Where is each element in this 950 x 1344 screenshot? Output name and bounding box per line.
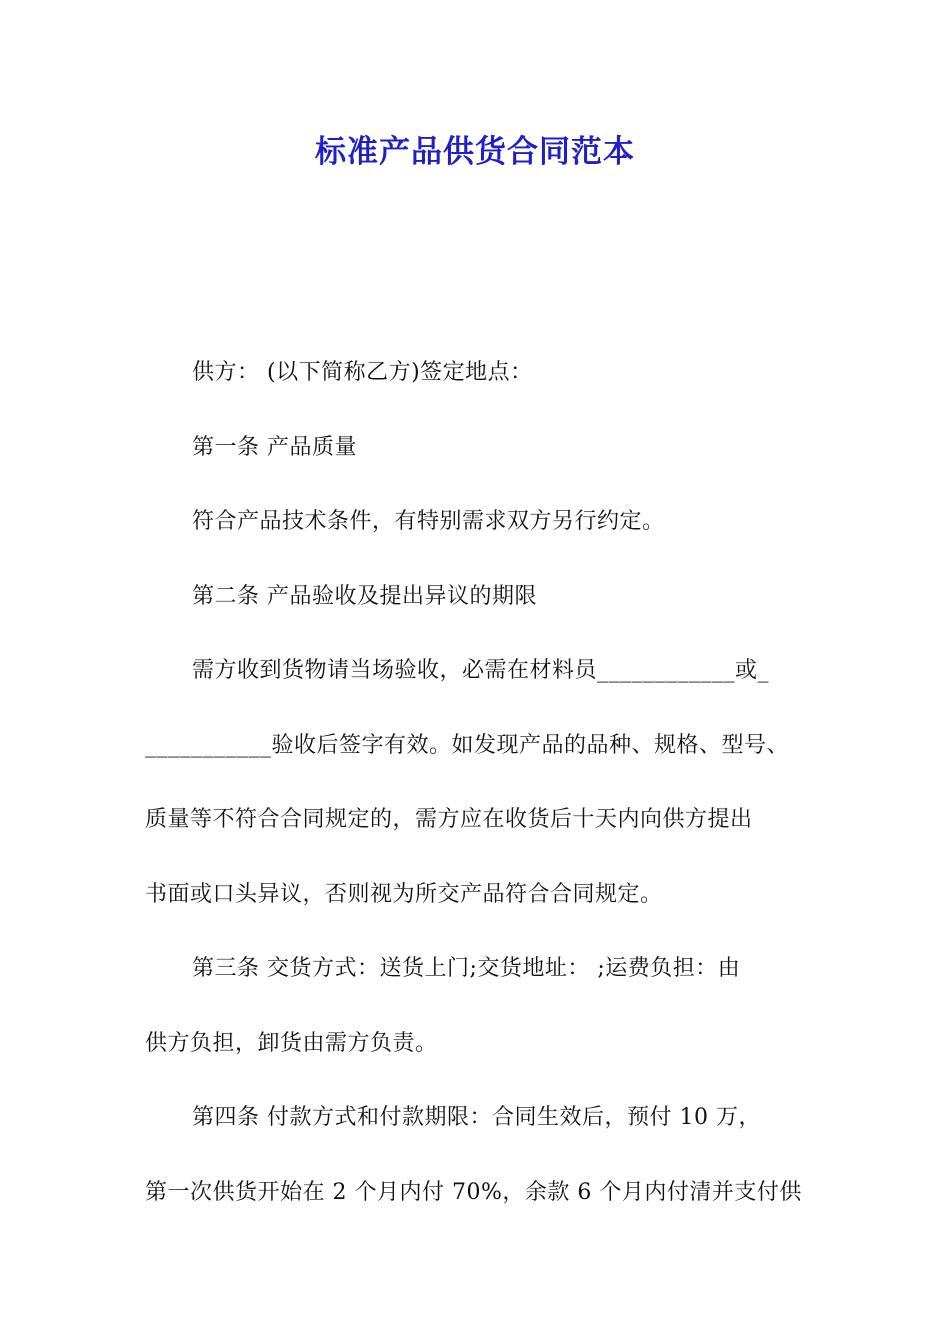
article-2-line-3: 质量等不符合合同规定的，需方应在收货后十天内向供方提出: [145, 807, 753, 832]
article-3-line-2: 供方负担，卸货由需方负责。: [145, 1030, 438, 1056]
article-1-heading: 第一条 产品质量: [192, 434, 357, 460]
article-3-line-1: 第三条 交货方式：送货上门;交货地址： ;运费负担：由: [192, 956, 741, 981]
article-2-line-4: 书面或口头异议，否则视为所交产品符合合同规定。: [145, 881, 663, 907]
article-2-line-2: ___________验收后签字有效。如发现产品的品种、规格、型号、: [145, 732, 790, 758]
contract-body: [145, 336, 815, 1230]
article-1-body: 符合产品技术条件，有特别需求双方另行约定。: [192, 509, 665, 534]
document-title: 标准产品供货合同范本: [315, 134, 635, 170]
parties-line: 供方： (以下简称乙方)签定地点：: [192, 360, 533, 385]
article-2-heading: 第二条 产品验收及提出异议的期限: [192, 583, 537, 609]
article-2-line-1: 需方收到货物请当场验收，必需在材料员____________或_: [192, 658, 770, 683]
article-4-line-1: 第四条 付款方式和付款期限：合同生效后，预付 10 万，: [192, 1105, 761, 1130]
article-4-line-2: 第一次供货开始在 2 个月内付 70%，余款 6 个月内付清并支付供: [145, 1179, 802, 1205]
